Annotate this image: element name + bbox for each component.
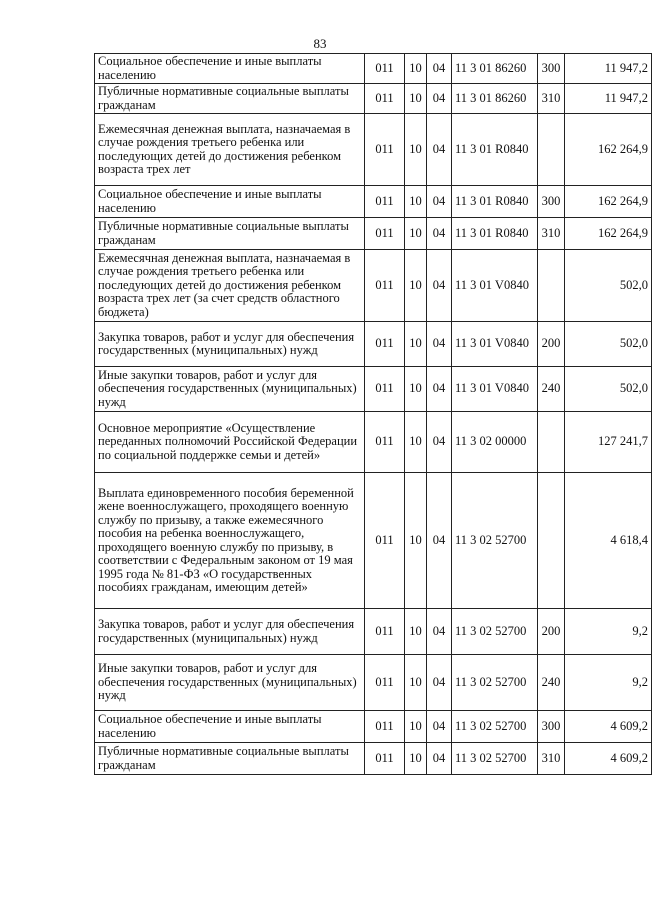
row-vr: 310 (538, 743, 565, 775)
row-sum: 4 609,2 (565, 743, 652, 775)
row-gr: 011 (365, 54, 405, 84)
row-rz: 10 (405, 114, 427, 186)
row-pr: 04 (427, 367, 452, 412)
row-rz: 10 (405, 250, 427, 322)
row-name: Социальное обеспечение и иные выплаты населению (95, 711, 365, 743)
page-number: 83 (313, 36, 327, 51)
row-csr: 11 3 01 V0840 (452, 322, 538, 367)
row-gr: 011 (365, 473, 405, 609)
row-sum: 502,0 (565, 250, 652, 322)
row-pr: 04 (427, 250, 452, 322)
row-pr: 04 (427, 655, 452, 711)
table-row (95, 54, 652, 84)
row-name: Социальное обеспечение и иные выплаты населению (95, 54, 365, 84)
row-vr: 300 (538, 711, 565, 743)
table-row (95, 412, 652, 473)
row-vr: 240 (538, 655, 565, 711)
row-pr: 04 (427, 114, 452, 186)
row-gr: 011 (365, 250, 405, 322)
row-csr: 11 3 01 86260 (452, 54, 538, 84)
row-name: Выплата единовременного пособия беременной жене военнослужащего, проходящего военную службу по призыву, а также ежемесячного пособия на ребенка военнослужащего, проходящего военную службу по призыву, в соответствии с Федеральным законом от 19 мая 1995 года № 81-ФЗ «О государственных пособиях гражданам, имеющим детей» (95, 473, 365, 609)
row-name: Социальное обеспечение и иные выплаты населению (95, 186, 365, 218)
table-row (95, 711, 652, 743)
row-pr: 04 (427, 609, 452, 655)
table-row (95, 218, 652, 250)
table-row (95, 84, 652, 114)
row-pr: 04 (427, 186, 452, 218)
row-csr: 11 3 02 52700 (452, 473, 538, 609)
row-rz: 10 (405, 186, 427, 218)
row-vr: 300 (538, 54, 565, 84)
row-vr: 240 (538, 367, 565, 412)
table-row (95, 114, 652, 186)
row-name: Закупка товаров, работ и услуг для обеспечения государственных (муниципальных) нужд (95, 322, 365, 367)
row-csr: 11 3 01 R0840 (452, 218, 538, 250)
row-gr: 011 (365, 322, 405, 367)
row-csr: 11 3 02 00000 (452, 412, 538, 473)
table-row (95, 655, 652, 711)
row-rz: 10 (405, 367, 427, 412)
row-csr: 11 3 02 52700 (452, 743, 538, 775)
row-name: Основное мероприятие «Осуществление переданных полномочий Российской Федерации по социальной поддержке семьи и детей» (95, 412, 365, 473)
row-sum: 162 264,9 (565, 186, 652, 218)
row-rz: 10 (405, 84, 427, 114)
row-sum: 9,2 (565, 655, 652, 711)
row-gr: 011 (365, 412, 405, 473)
row-vr (538, 250, 565, 322)
row-pr: 04 (427, 54, 452, 84)
row-name: Иные закупки товаров, работ и услуг для обеспечения государственных (муниципальных) нужд (95, 367, 365, 412)
row-gr: 011 (365, 655, 405, 711)
row-sum: 11 947,2 (565, 84, 652, 114)
row-csr: 11 3 01 86260 (452, 84, 538, 114)
row-vr: 310 (538, 84, 565, 114)
row-vr (538, 114, 565, 186)
row-sum: 4 618,4 (565, 473, 652, 609)
table-row (95, 186, 652, 218)
row-vr: 300 (538, 186, 565, 218)
row-vr (538, 412, 565, 473)
table-row (95, 322, 652, 367)
row-csr: 11 3 02 52700 (452, 711, 538, 743)
row-sum: 127 241,7 (565, 412, 652, 473)
row-pr: 04 (427, 412, 452, 473)
row-gr: 011 (365, 114, 405, 186)
table-row (95, 367, 652, 412)
row-rz: 10 (405, 655, 427, 711)
row-vr: 310 (538, 218, 565, 250)
row-gr: 011 (365, 711, 405, 743)
row-name: Ежемесячная денежная выплата, назначаемая в случае рождения третьего ребенка или последующих детей до достижения ребенком возраста трех лет (95, 114, 365, 186)
table-row (95, 609, 652, 655)
row-vr (538, 473, 565, 609)
row-sum: 4 609,2 (565, 711, 652, 743)
row-pr: 04 (427, 218, 452, 250)
row-rz: 10 (405, 54, 427, 84)
row-name: Публичные нормативные социальные выплаты гражданам (95, 743, 365, 775)
row-gr: 011 (365, 186, 405, 218)
row-rz: 10 (405, 743, 427, 775)
row-rz: 10 (405, 473, 427, 609)
row-gr: 011 (365, 84, 405, 114)
row-csr: 11 3 01 R0840 (452, 114, 538, 186)
row-sum: 9,2 (565, 609, 652, 655)
row-csr: 11 3 02 52700 (452, 609, 538, 655)
row-gr: 011 (365, 218, 405, 250)
row-pr: 04 (427, 84, 452, 114)
row-sum: 162 264,9 (565, 114, 652, 186)
row-name: Публичные нормативные социальные выплаты гражданам (95, 218, 365, 250)
budget-table (94, 53, 652, 775)
row-rz: 10 (405, 412, 427, 473)
row-gr: 011 (365, 367, 405, 412)
row-name: Иные закупки товаров, работ и услуг для обеспечения государственных (муниципальных) нужд (95, 655, 365, 711)
row-sum: 502,0 (565, 367, 652, 412)
row-csr: 11 3 01 V0840 (452, 367, 538, 412)
row-csr: 11 3 01 V0840 (452, 250, 538, 322)
row-rz: 10 (405, 711, 427, 743)
row-csr: 11 3 01 R0840 (452, 186, 538, 218)
row-pr: 04 (427, 473, 452, 609)
table-row (95, 473, 652, 609)
row-sum: 162 264,9 (565, 218, 652, 250)
table-row (95, 250, 652, 322)
row-csr: 11 3 02 52700 (452, 655, 538, 711)
row-name: Закупка товаров, работ и услуг для обеспечения государственных (муниципальных) нужд (95, 609, 365, 655)
row-rz: 10 (405, 322, 427, 367)
row-gr: 011 (365, 743, 405, 775)
row-name: Публичные нормативные социальные выплаты гражданам (95, 84, 365, 114)
row-vr: 200 (538, 322, 565, 367)
row-name: Ежемесячная денежная выплата, назначаемая в случае рождения третьего ребенка или последующих детей до достижения ребенком возраста трех лет (за счет средств областного бюджета) (95, 250, 365, 322)
row-pr: 04 (427, 743, 452, 775)
row-gr: 011 (365, 609, 405, 655)
row-pr: 04 (427, 711, 452, 743)
row-vr: 200 (538, 609, 565, 655)
row-sum: 11 947,2 (565, 54, 652, 84)
row-pr: 04 (427, 322, 452, 367)
table-row (95, 743, 652, 775)
row-sum: 502,0 (565, 322, 652, 367)
row-rz: 10 (405, 609, 427, 655)
row-rz: 10 (405, 218, 427, 250)
